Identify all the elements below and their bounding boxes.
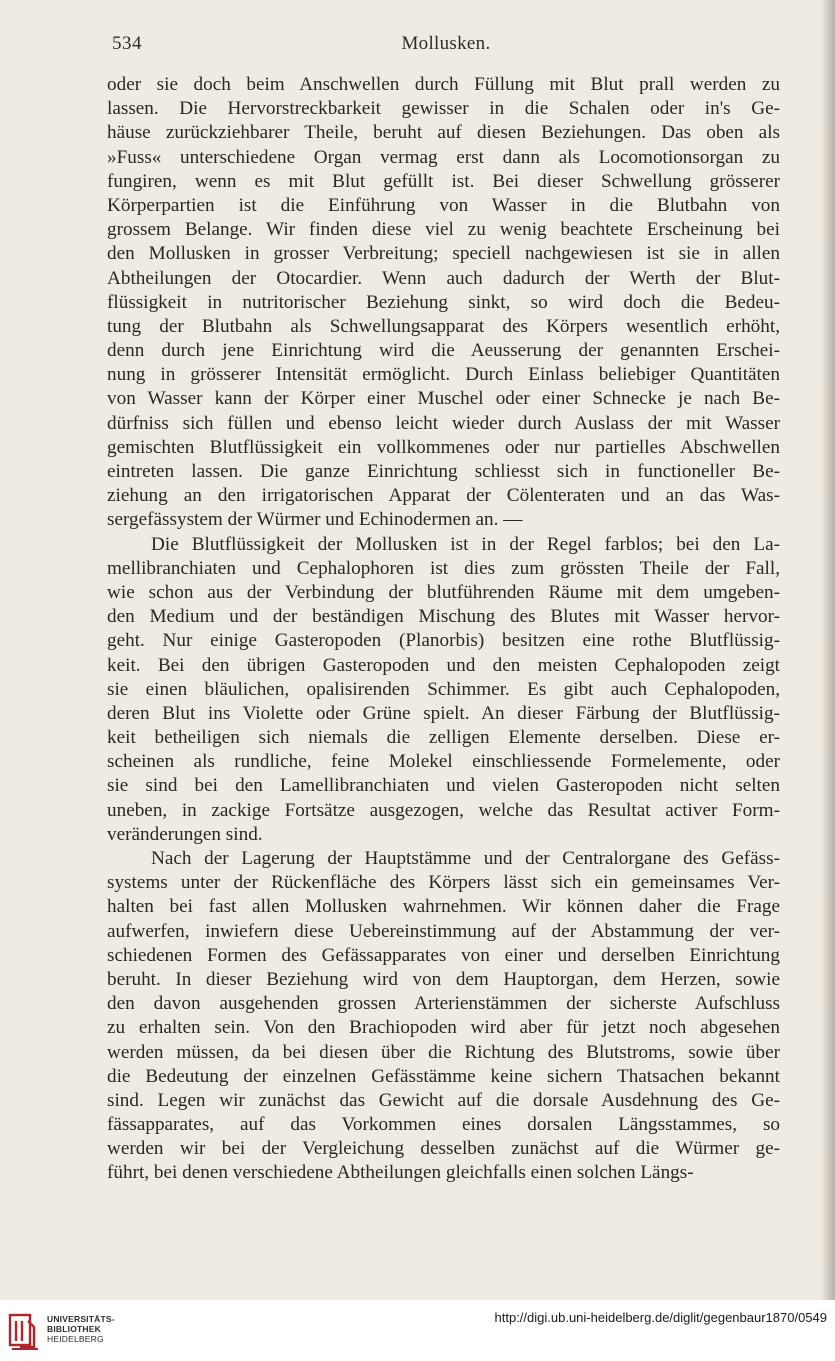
- page-number: 534: [112, 33, 142, 54]
- text-line: sie sind bei den Lamellibranchiaten und vielen Gasteropoden nicht selten: [107, 775, 780, 797]
- text-line: aufwerfen, inwiefern diese Uebereinstimmung auf der Abstammung der ver-: [107, 920, 780, 942]
- university-library-logo-icon: [8, 1311, 44, 1353]
- text-line: scheinen als rundliche, feine Molekel einschliessende Formelemente, oder: [107, 751, 780, 773]
- text-line: von Wasser kann der Körper einer Muschel oder einer Schnecke je nach Be-: [107, 388, 780, 410]
- text-line: Abtheilungen der Otocardier. Wenn auch dadurch der Werth der Blut-: [107, 267, 780, 289]
- footer-bar: [0, 1300, 835, 1361]
- text-line: denn durch jene Einrichtung wird die Aeusserung der genannten Erschei-: [107, 340, 780, 362]
- text-line: geht. Nur einige Gasteropoden (Planorbis) besitzen eine rothe Blutflüssig-: [107, 630, 780, 652]
- running-title: Mollusken.: [401, 33, 491, 54]
- library-line-3: HEIDELBERG: [47, 1334, 104, 1344]
- text-line: führt, bei denen verschiedene Abtheilungen gleichfalls einen solchen Längs-: [107, 1162, 694, 1184]
- text-line: sergefässystem der Würmer und Echinodermen an. —: [107, 509, 523, 531]
- text-line: gemischten Blutflüssigkeit ein vollkommenes oder nur partielles Abschwellen: [107, 436, 780, 458]
- text-line: zu erhalten sein. Von den Brachiopoden wird aber für jetzt noch abgesehen: [107, 1017, 780, 1039]
- text-line: uneben, in zackige Fortsätze ausgezogen, welche das Resultat activer Form-: [107, 799, 780, 821]
- text-line: flüssigkeit in nutritorischer Beziehung sinkt, so wird doch die Bedeu-: [107, 291, 780, 313]
- text-line: eintreten lassen. Die ganze Einrichtung schliesst sich in functioneller Be-: [107, 461, 780, 482]
- text-line: die Bedeutung der einzelnen Gefässtämme keine sichern Thatsachen bekannt: [107, 1065, 780, 1087]
- text-line: keit betheiligen sich niemals die zelligen Elemente derselben. Diese er-: [107, 727, 780, 749]
- text-line: Die Blutflüssigkeit der Mollusken ist in der Regel farblos; bei den La-: [151, 533, 780, 555]
- permalink-url[interactable]: http://digi.ub.uni-heidelberg.de/diglit/gegenbaur1870/0549: [494, 1310, 827, 1325]
- text-line: oder sie doch beim Anschwellen durch Füllung mit Blut prall werden zu: [107, 74, 780, 95]
- text-line: fässapparates, auf das Vorkommen eines dorsalen Längsstammes, so: [107, 1114, 780, 1136]
- text-line: grossem Belange. Wir finden diese viel zu wenig beachtete Erscheinung bei: [107, 219, 780, 241]
- text-line: den Mollusken in grosser Verbreitung; speciell nachgewiesen ist sie in allen: [107, 243, 780, 265]
- text-line: sind. Legen wir zunächst das Gewicht auf die dorsale Ausdehnung des Ge-: [107, 1089, 780, 1111]
- text-line: Körperpartien ist die Einführung von Wasser in die Blutbahn von: [107, 194, 780, 216]
- text-line: werden wir bei der Vergleichung desselben zunächst auf die Würmer ge-: [107, 1138, 780, 1160]
- text-line: sie einen bläulichen, opalisirenden Schimmer. Es gibt auch Cephalopoden,: [107, 678, 780, 700]
- text-line: lassen. Die Hervorstreckbarkeit gewisser in die Schalen oder in's Ge-: [107, 98, 780, 120]
- text-line: den Medium und der beständigen Mischung des Blutes mit Wasser hervor-: [107, 606, 780, 628]
- text-line: den davon ausgehenden grossen Arterienstämmen der sicherste Aufschluss: [107, 993, 780, 1015]
- text-line: keit. Bei den übrigen Gasteropoden und den meisten Cephalopoden zeigt: [107, 654, 780, 676]
- library-name: [47, 1314, 115, 1344]
- text-line: veränderungen sind.: [107, 823, 263, 845]
- library-line-1: UNIVERSITÄTS-: [47, 1314, 115, 1324]
- body-text: [107, 73, 780, 1186]
- text-line: schiedenen Formen des Gefässapparates von einer und derselben Einrichtung: [107, 944, 780, 966]
- text-line: wie schon aus der Verbindung der blutführenden Räume mit dem umgeben-: [107, 581, 780, 603]
- text-line: nung in grösserer Intensität ermöglicht. Durch Einlass beliebiger Quantitäten: [107, 364, 780, 386]
- text-line: halten bei fast allen Mollusken wahrnehmen. Wir können daher die Frage: [107, 896, 780, 918]
- text-line: dürfniss sich füllen und ebenso leicht wieder durch Auslass der mit Wasser: [107, 412, 780, 434]
- text-line: mellibranchiaten und Cephalophoren ist dies zum grössten Theile der Fall,: [107, 557, 780, 579]
- text-line: Nach der Lagerung der Hauptstämme und der Centralorgane des Gefäss-: [151, 848, 780, 869]
- text-line: ziehung an den irrigatorischen Apparat der Cölenteraten und an das Was-: [107, 485, 780, 507]
- text-line: tung der Blutbahn als Schwellungsapparat des Körpers wesentlich erhöht,: [107, 315, 780, 337]
- text-line: fungiren, wenn es mit Blut gefüllt ist. Bei dieser Schwellung grösserer: [107, 170, 780, 192]
- text-line: werden müssen, da bei diesen über die Richtung des Blutstroms, sowie über: [107, 1041, 780, 1063]
- text-line: häuse zurückziehbarer Theile, beruht auf diesen Beziehungen. Das oben als: [107, 122, 780, 144]
- text-line: systems unter der Rückenfläche des Körpers lässt sich ein gemeinsames Ver-: [107, 872, 780, 894]
- library-line-2: BIBLIOTHEK: [47, 1324, 101, 1334]
- text-line: »Fuss« unterschiedene Organ vermag erst dann als Locomotionsorgan zu: [107, 146, 780, 168]
- text-line: deren Blut ins Violette oder Grüne spielt. An dieser Färbung der Blutflüssig-: [107, 702, 780, 724]
- text-line: beruht. In dieser Beziehung wird von dem Hauptorgan, dem Herzen, sowie: [107, 968, 780, 990]
- page-header: [112, 33, 780, 59]
